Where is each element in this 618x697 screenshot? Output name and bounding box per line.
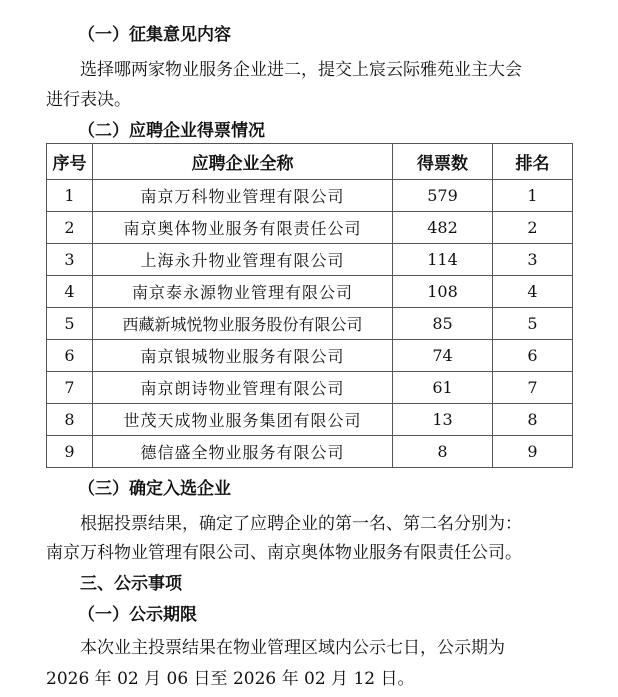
cell-no: 2	[47, 212, 93, 244]
cell-no: 6	[47, 340, 93, 372]
section-heading-votes: （二）应聘企业得票情况	[78, 121, 265, 141]
cell-company-name: 南京泰永源物业管理有限公司	[93, 276, 393, 308]
cell-no: 5	[47, 308, 93, 340]
table-row	[47, 276, 573, 308]
table-row	[47, 436, 573, 468]
header-no: 序号	[47, 144, 93, 180]
cell-no: 7	[47, 372, 93, 404]
cell-votes: 85	[393, 308, 493, 340]
cell-rank: 6	[493, 340, 573, 372]
paragraph-solicit-line1: 选择哪两家物业服务企业进二，提交上宸云际雅苑业主大会	[80, 60, 522, 80]
table-row	[47, 212, 573, 244]
cell-rank: 5	[493, 308, 573, 340]
cell-no: 8	[47, 404, 93, 436]
cell-votes: 13	[393, 404, 493, 436]
header-company-name: 应聘企业全称	[93, 144, 393, 180]
cell-no: 4	[47, 276, 93, 308]
section-heading-solicit: （一）征集意见内容	[78, 25, 231, 45]
section-heading-selected: （三）确定入选企业	[78, 479, 231, 499]
cell-rank: 2	[493, 212, 573, 244]
table-header-row	[47, 144, 573, 180]
cell-votes: 61	[393, 372, 493, 404]
table-row	[47, 372, 573, 404]
paragraph-solicit-line2: 进行表决。	[46, 90, 131, 110]
section-heading-period: （一）公示期限	[78, 605, 197, 625]
table-row	[47, 180, 573, 212]
cell-company-name: 南京朗诗物业管理有限公司	[93, 372, 393, 404]
cell-company-name: 南京银城物业服务有限公司	[93, 340, 393, 372]
cell-company-name: 德信盛全物业服务有限公司	[93, 436, 393, 468]
cell-company-name: 南京万科物业管理有限公司	[93, 180, 393, 212]
cell-rank: 8	[493, 404, 573, 436]
table-row	[47, 404, 573, 436]
header-votes: 得票数	[393, 144, 493, 180]
cell-no: 3	[47, 244, 93, 276]
cell-company-name: 西藏新城悦物业服务股份有限公司	[93, 308, 393, 340]
paragraph-period-line2: 2026 年 02 月 06 日至 2026 年 02 月 12 日。	[46, 669, 415, 689]
paragraph-period-line1: 本次业主投票结果在物业管理区域内公示七日，公示期为	[80, 638, 505, 658]
table-row	[47, 244, 573, 276]
table-row	[47, 308, 573, 340]
cell-no: 1	[47, 180, 93, 212]
cell-company-name: 南京奥体物业服务有限责任公司	[93, 212, 393, 244]
cell-votes: 114	[393, 244, 493, 276]
cell-rank: 1	[493, 180, 573, 212]
cell-votes: 8	[393, 436, 493, 468]
cell-votes: 74	[393, 340, 493, 372]
cell-rank: 4	[493, 276, 573, 308]
vote-results-table	[46, 143, 573, 468]
paragraph-selected-line2: 南京万科物业管理有限公司、南京奥体物业服务有限责任公司。	[46, 543, 522, 563]
cell-company-name: 世茂天成物业服务集团有限公司	[93, 404, 393, 436]
cell-rank: 9	[493, 436, 573, 468]
cell-votes: 579	[393, 180, 493, 212]
part-heading-announcement: 三、公示事项	[80, 574, 182, 594]
table-row	[47, 340, 573, 372]
cell-no: 9	[47, 436, 93, 468]
cell-company-name: 上海永升物业管理有限公司	[93, 244, 393, 276]
paragraph-selected-line1: 根据投票结果，确定了应聘企业的第一名、第二名分别为：	[80, 514, 522, 534]
cell-rank: 3	[493, 244, 573, 276]
header-rank: 排名	[493, 144, 573, 180]
cell-votes: 108	[393, 276, 493, 308]
cell-rank: 7	[493, 372, 573, 404]
cell-votes: 482	[393, 212, 493, 244]
